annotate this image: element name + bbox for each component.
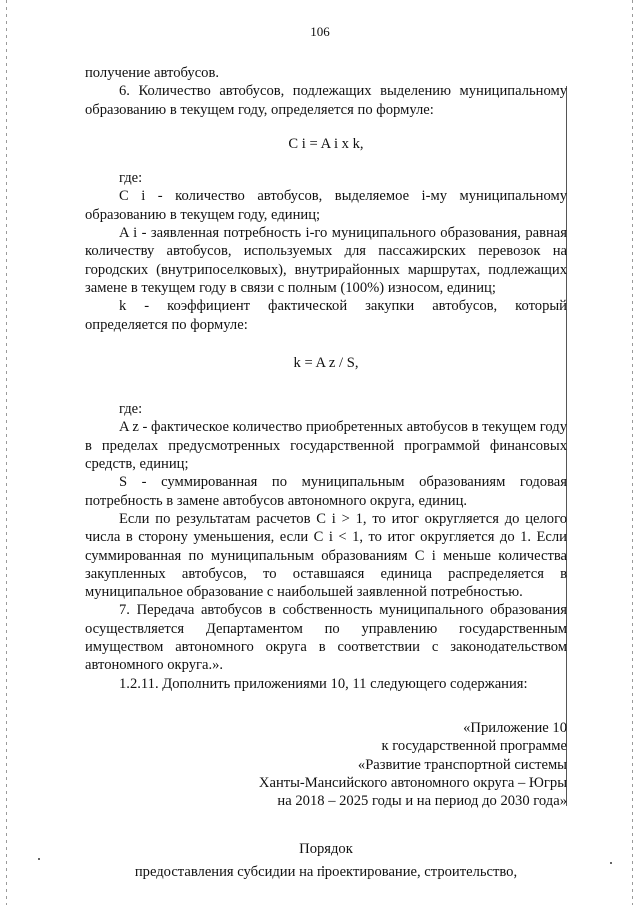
paragraph: 1.2.11. Дополнить приложениями 10, 11 следующего содержания: [119,675,528,692]
appendix-line: к государственной программе [381,738,567,755]
paragraph: где: [119,401,143,418]
paragraph: 6. Количество автобусов, подлежащих выделению муниципальному образованию в текущем году, определяется по формуле: [85,83,567,118]
paragraph: Если по результатам расчетов C i > 1, то итог округляется до целого числа в сторону уменьшения, если C i < 1, то итог округляется до 1. Если суммированная по муниципальным образованиям C i меньше количества закупленных автобусов, то оставшаяся единица распределяется в муниципальное образование с наибольшей заявленной потребностью. [85,510,567,601]
paragraph: где: [119,170,143,187]
scan-speck [38,858,40,860]
appendix-line: Ханты-Мансийского автономного округа – Югры [258,774,567,791]
formula: k = A z / S, [293,354,359,371]
section-title: Порядок [299,841,353,858]
paragraph: 7. Передача автобусов в собственность муниципального образования осуществляется Департаментом по управлению государственным имуществом автономного округа в соответствии с законодательством автономного округа.». [85,602,567,674]
paragraph: S - суммированная по муниципальным образованиям годовая потребность в замене автобусов автономного округа, единиц. [85,474,567,509]
page-number: 106 [310,24,330,39]
scan-speck [610,862,612,864]
paragraph: C i - количество автобусов, выделяемое i-му муниципальному образованию в текущем году, единиц; [85,188,567,223]
section-subtitle: предоставления субсидии на проектирование, строительство, [134,863,518,880]
document-body [85,64,567,881]
paragraph: A i - заявленная потребность i-го муниципального образования, равная количеству автобусов, используемых для пассажирских перевозок на городских (внутрипоселковых), внутрирайонных маршрутах, подлежащих замене в текущем году в связи с полным (100%) износом, единиц; [85,225,567,296]
paragraph: получение автобусов. [85,65,220,81]
formula: C i = A i x k, [288,135,364,152]
paragraph: k - коэффициент фактической закупки автобусов, который определяется по формуле: [85,298,567,333]
scan-edge-right [632,0,633,905]
paragraph: A z - фактическое количество приобретенных автобусов в текущем году в пределах предусмотренных государственной программой финансовых средств, единиц; [85,419,567,473]
scan-edge-left [6,0,7,905]
appendix-line: «Развитие транспортной системы [357,756,567,773]
appendix-header [85,719,567,810]
appendix-line: «Приложение 10 [463,719,567,736]
appendix-line: на 2018 – 2025 годы и на период до 2030 года» [277,793,567,810]
